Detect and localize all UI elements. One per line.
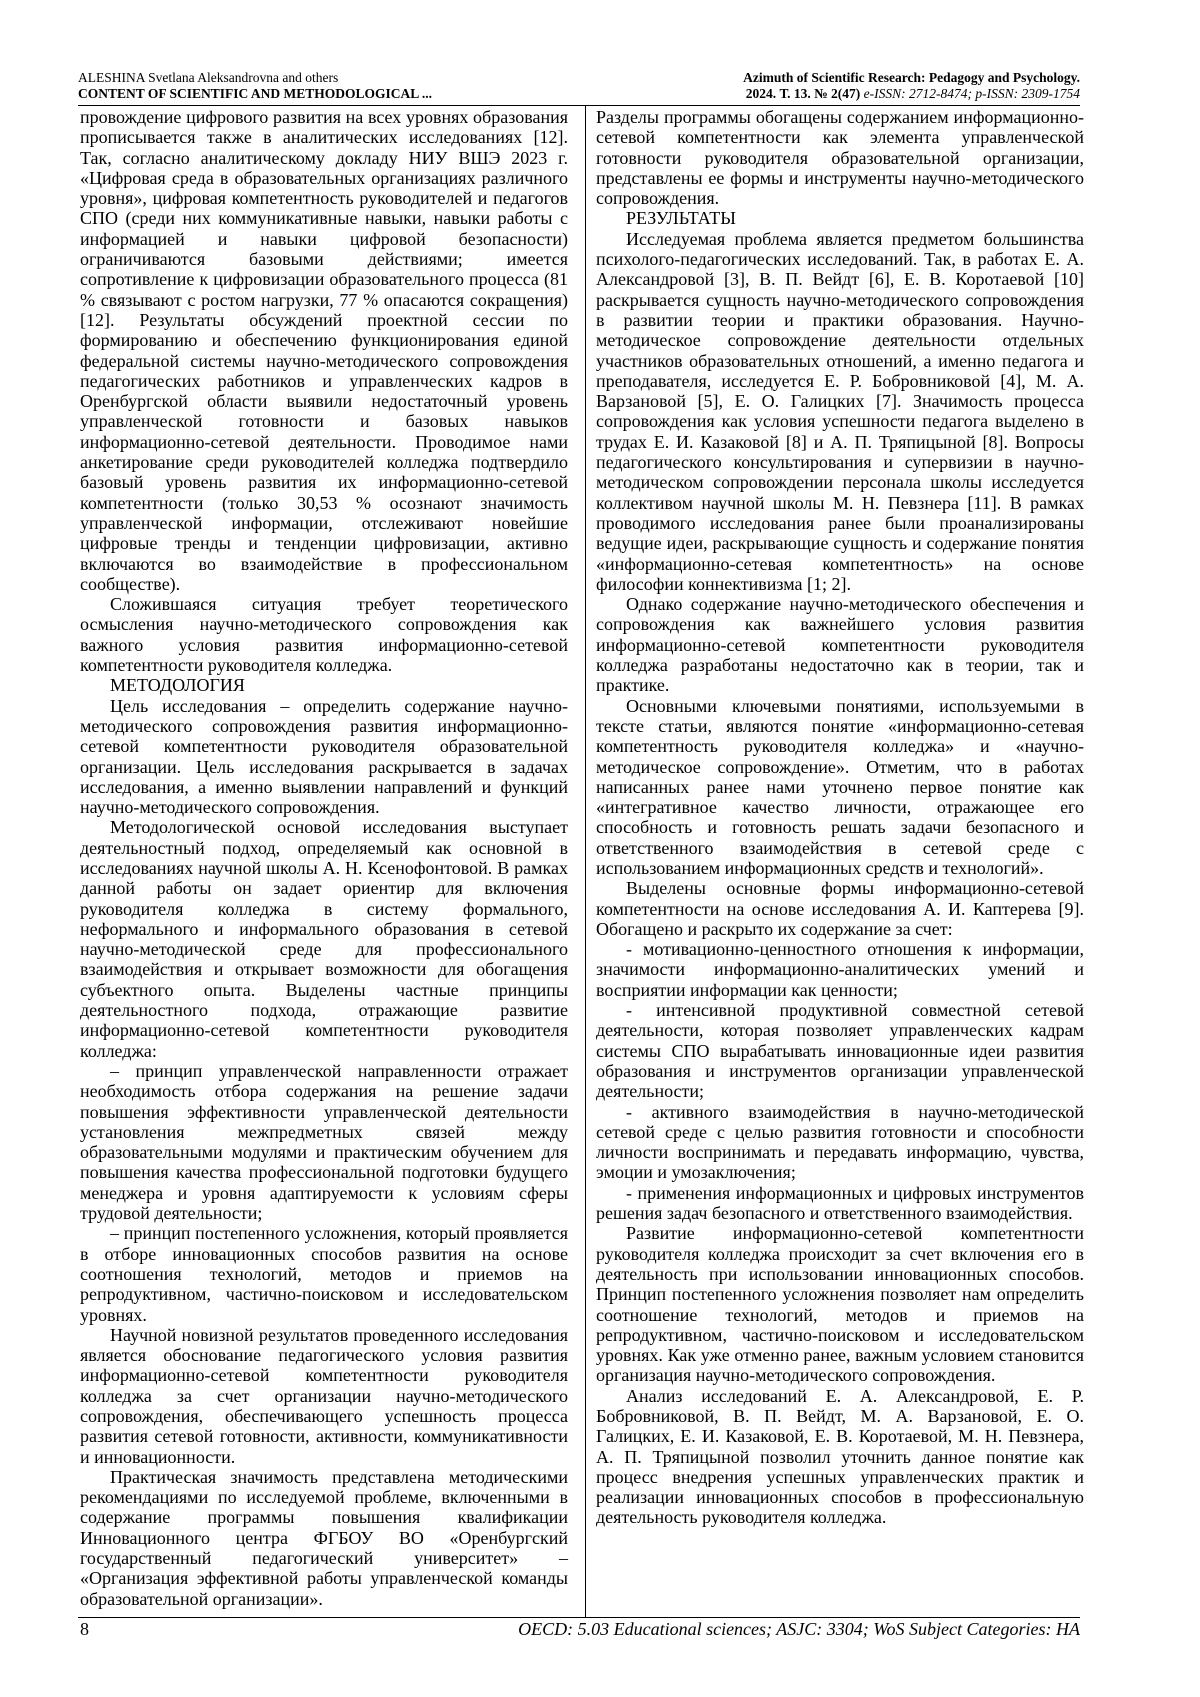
paragraph: Исследуемая проблема является предметом большинства психолого-педагогических исследований. Так, в работах Е. А. Александровой [3], В. П. Вейдт [6], Е. В. Коротаевой [10] раскрывается сущность научно-методического сопровождения в развитии теории и практики образования. Научно-методическое сопровождение деятельности отдельных участников образовательных отношений, а именно педагога и преподавателя, исследуется Е. Р. Бобровниковой [4], М. А. Варзановой [5], Е. О. Галицких [7]. Значимость процесса сопровождения как условия успешности педагога выделено в трудах Е. И. Казаковой [8] и А. П. Тряпицыной [8]. Вопросы педагогического консультирования и супервизии в научно-методическом сопровождении персонала школы исследуется коллективом научной школы М. Н. Певзнера [11]. В рамках проводимого исследования ранее были проанализированы ведущие идеи, раскрывающие сущность и содержание понятия «информационно-сетевая компетентность» на основе философии коннективизма [1; 2]. — [596, 228, 1084, 594]
column-divider — [585, 105, 586, 1617]
page-header — [78, 70, 1080, 104]
footer-rule — [78, 1617, 1080, 1618]
left-column — [80, 107, 568, 1609]
issue-number: 2024. Т. 13. № 2(47) — [745, 86, 861, 101]
paragraph: Практическая значимость представлена методическими рекомендациями по исследуемой проблеме, включенными в содержание программы повышения квалификации Инновационного центра ФГБОУ ВО «Оренбургский государственный педагогический университет» – «Организация эффективной работы управленческой команды образовательной организации». — [80, 1466, 568, 1609]
article-title-line: CONTENT OF SCIENTIFIC AND METHODOLOGICAL ... — [78, 86, 433, 101]
author-line: ALESHINA Svetlana Aleksandrovna and others — [78, 70, 339, 85]
journal-name: Azimuth of Scientific Research: Pedagogy and Psychology. — [743, 70, 1080, 85]
paragraph: Научной новизной результатов проведенного исследования является обоснование педагогического условия развития информационно-сетевой компетентности руководителя колледжа за счет организации научно-методического сопровождения, обеспечивающего успешность процесса развития сетевой готовности, активности, коммуникативности и инновационности. — [80, 1324, 568, 1467]
paragraph: Выделены основные формы информационно-сетевой компетентности на основе исследования А. И. Каптерева [9]. Обогащено и раскрыто их содержание за счет: — [596, 878, 1084, 939]
paragraph: Сложившаяся ситуация требует теоретического осмысления научно-методического сопровождения как важного условия развития информационно-сетевой компетентности руководителя колледжа. — [80, 594, 568, 676]
paragraph: - применения информационных и цифровых инструментов решения задач безопасного и ответственного взаимодействия. — [596, 1182, 1084, 1224]
paragraph: Разделы программы обогащены содержанием информационно-сетевой компетентности как элемента управленческой готовности руководителя образовательной организации, представлены ее формы и инструменты научно-методического сопровождения. — [596, 107, 1084, 209]
section-heading: МЕТОДОЛОГИЯ — [110, 675, 245, 696]
paragraph: Анализ исследований Е. А. Александровой, Е. Р. Бобровниковой, В. П. Вейдт, М. А. Варзановой, Е. О. Галицких, Е. И. Казаковой, Е. В. Коротаевой, М. Н. Певзнера, А. П. Тряпицыной позволил уточнить данное понятие как процесс внедрения успешных управленческих практик и реализации инновационных способов в профессиональную деятельность руководителя колледжа. — [596, 1385, 1084, 1528]
header-rule — [78, 105, 1080, 106]
paragraph: Развитие информационно-сетевой компетентности руководителя колледжа происходит за счет включения его в деятельность при использовании инновационных способов. Принцип постепенного усложнения позволяет нам определить соотношение технологий, методов и приемов на репродуктивном, частично-поисковом и исследовательском уровнях. Как уже отменно ранее, важным условием становится организация научно-методического сопровождения. — [596, 1223, 1084, 1386]
right-column — [596, 107, 1084, 1528]
issn-line: e-ISSN: 2712-8474; p-ISSN: 2309-1754 — [863, 86, 1080, 101]
paragraph: - интенсивной продуктивной совместной сетевой деятельности, которая позволяет управленческих кадрам системы СПО вырабатывать инновационные идеи развития образования и инструментов организации управленческой деятельности; — [596, 1000, 1084, 1102]
paragraph: - мотивационно-ценностного отношения к информации, значимости информационно-аналитических умений и восприятии информации как ценности; — [596, 939, 1084, 1000]
paragraph: Методологической основой исследования выступает деятельностный подход, определяемый как основной в исследованиях научной школы А. Н. Ксенофонтовой. В рамках данной работы он задает ориентир для включения руководителя колледжа в систему формального, неформального и информального образования в сетевой научно-методической среде для профессионального взаимодействия и открывает возможности для обогащения субъектного опыта. Выделены частные принципы деятельностного подхода, отражающие развитие информационно-сетевой компетентности руководителя колледжа: — [80, 817, 568, 1061]
paragraph: – принцип управленческой направленности отражает необходимость отбора содержания на решение задачи повышения эффективности управленческой деятельности установления межпредметных связей между образовательными модулями и практическим обучением для повышения качества профессиональной подготовки будущего менеджера и уровня адаптируемости к условиям сферы трудовой деятельности; — [80, 1060, 568, 1224]
page-number: 8 — [80, 1619, 89, 1639]
page-footer — [78, 1619, 1080, 1643]
running-head-right — [743, 70, 1080, 102]
paragraph: провождение цифрового развития на всех уровнях образования прописывается также в аналитических исследованиях [12]. Так, согласно аналитическому докладу НИУ ВШЭ 2023 г. «Цифровая среда в образовательных организациях различного уровня», цифровая компетентность руководителей и педагогов СПО (среди них коммуникативные навыки, навыки работы с информацией и навыки цифровой безопасности) ограничиваются базовыми действиями; имеется сопротивление к цифровизации образовательного процесса (81 % связывают с ростом нагрузки, 77 % опасаются сокращения) [12]. Результаты обсуждений проектной сессии по формированию и обеспечению функционирования единой федеральной системы научно-методического сопровождения педагогических работников и управленческих кадров в Оренбургской области выявили недостаточный уровень управленческой готовности и базовых навыков информационно-сетевой деятельности. Проводимое нами анкетирование среди руководителей колледжа подтвердило базовый уровень развития их информационно-сетевой компетентности (только 30,53 % осознают значимость управленческой информации, отслеживают новейшие цифровые тренды и тенденции цифровизации, активно включаются во взаимодействие в профессиональном сообществе). — [80, 107, 568, 594]
paragraph: Однако содержание научно-методического обеспечения и сопровождения как важнейшего условия развития информационно-сетевой компетентности руководителя колледжа разработаны недостаточно как в теории, так и практике. — [596, 594, 1084, 696]
issue-line — [743, 86, 1080, 102]
paragraph: - активного взаимодействия в научно-методической сетевой среде с целью развития готовности и способности личности воспринимать и передавать информацию, чувства, эмоции и умозаключения; — [596, 1101, 1084, 1183]
paragraph: – принцип постепенного усложнения, который проявляется в отборе инновационных способов развития на основе соотношения технологий, методов и приемов на репродуктивном, частично-поисковом и исследовательском уровнях. — [80, 1223, 568, 1325]
running-head-left — [78, 70, 432, 102]
subject-classification: OECD: 5.03 Educational sciences; ASJC: 3304; WoS Subject Categories: HA — [518, 1619, 1080, 1639]
paragraph: Цель исследования – определить содержание научно-методического сопровождения развития информационно-сетевой компетентности руководителя образовательной организации. Цель исследования раскрывается в задачах исследования, а именно выявлении направлений и функций научно-методического сопровождения. — [80, 695, 568, 818]
section-heading: РЕЗУЛЬТАТЫ — [626, 208, 736, 229]
paragraph: Основными ключевыми понятиями, используемыми в тексте статьи, являются понятие «информационно-сетевая компетентность руководителя колледжа» и «научно-методическое сопровождение». Отметим, что в работах написанных ранее нами уточнено первое понятие как «интегративное качество личности, отражающее его способность и готовность решать задачи безопасного и ответственного взаимодействия в сетевой среде с использованием информационных средств и технологий». — [596, 695, 1084, 878]
